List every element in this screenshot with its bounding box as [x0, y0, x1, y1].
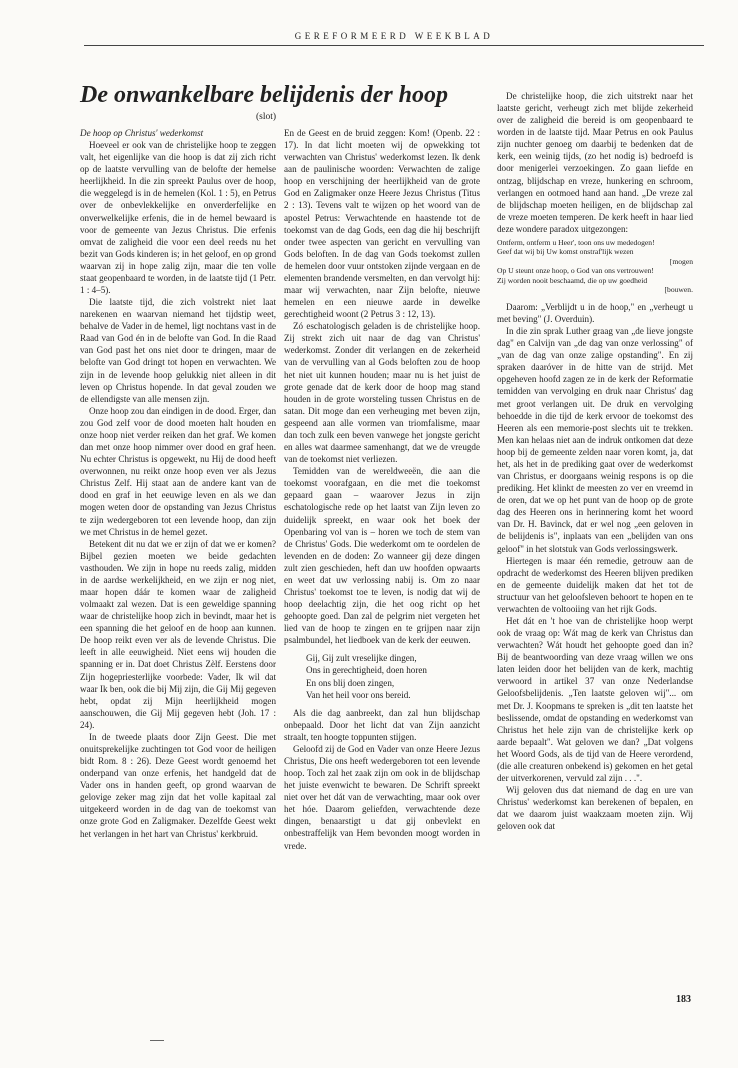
paragraph: Onze hoop zou dan eindigen in de dood. Erger, dan zou God zelf voor de dood moeten halt houden en onze hoop niet verder reiken dan het graf. We komen dan met onze hoop nimmer over dood en graf heen. Nu echter Christus is opgewekt, nu Hij de dood heeft overwonnen, nu reikt onze hoop even ver als Jezus Christus Zelf. Hij staat aan de andere kant van de dood en graf in het eeuwige leven en als we dan mogen weten door de opstanding van Jezus Christus te zijn wedergeboren tot een levende hoop, dan zijn we met Christus in de hemel gezet. [80, 405, 276, 537]
paragraph: Geloofd zij de God en Vader van onze Heere Jezus Christus, Die ons heeft wedergeboren tot een levende hoop. Toch zal het zaak zijn om ook in de blijdschap het juiste evenwicht te bewaren. De Schrift spreekt niet over het dát van de verwachting, maar ook over het hóe. Daarom geliefden, verwachtende deze dingen, benaarstigt u dat gij onbevlekt en onbestraffelijk van Hem bevonden moogt worden in vrede. [284, 743, 480, 851]
poem-line: Geef dat wij bij Uw komst onstraf'lijk wezen [497, 247, 634, 257]
paragraph: De christelijke hoop, die zich uitstrekt naar het laatste gericht, verheugt zich met blijde zekerheid over de zaligheid die bereid is om geopenbaard te worden in de laatste tijd. Maar Petrus en ook Paulus zijn nuchter genoeg om daarbij te bedenken dat de kerk, een weinig tijds, (zo het nodig is) bedroefd is door menigerlei verzoekingen. Zo gaan liefde en ontzag, blijdschap en vreze, hunkering en schroom, verlangen en ootmoed hand aan hand. „De vreze zal de blijdschap moeten heiligen, en de blijdschap zal de vreze moeten temperen. De kerk heeft in haar lied deze wondere paradox uitgezongen: [497, 91, 693, 234]
paragraph: Die laatste tijd, die zich volstrekt niet laat narekenen en waarvan niemand het tijdstip weet, behalve de Vader in de hemel, ligt nochtans vast in de Raad van God én in de belofte van God. In die Raad van God past het ons niet door te dringen, maar de belofte van God dringt tot hopen en verwachten. We zijn in de levende hoop gelukkig niet alleen in dit leven op Christus hopende. In dat geval zouden we de ellendigste van alle mensen zijn. [80, 297, 276, 404]
column-2 [284, 127, 480, 852]
poem-line: En ons blij doen zingen, [306, 677, 395, 688]
column-1 [80, 127, 276, 840]
paragraph: Het dát en 't hoe van de christelijke hoop werpt ook de vraag op: Wát mag de kerk van Christus dan verwachten? Wát houdt het gehoopte goed dan in? Bij de beantwoording van deze vraag willen we ons laten leiden door het belijden van de kerk, machtig verwoord in artikel 37 van onze Nederlandse Geloofsbelijdenis. „Ten laatste geloven wij"... om met Dr. J. Koopmans te spreken is „dit ten laatste het beslissende, omdat de opstanding en wederkomst van Christus het hele zijn van de christelijke kerk op aarde bepaalt". Wat geloven we dan? „Dat volgens het Woord Gods, als de tijd van de Heere verordend, (die alle creaturen onbekend is) gekomen en het getal der uitverkorenen, vervuld zal zijn . . .". [497, 615, 693, 783]
paragraph: In die zin sprak Luther graag van „de lieve jongste dag" en Calvijn van „de dag van onze verlossing" of „van de dag van onze zalige opstanding". En zij spraken daaróver in de hitte van de strijd. Met opgeheven hoofd zagen ze in de kerk der Reformatie temidden van vervolging en druk naar Christus' dag met groot verlangen uit. De druk en vervolging behoedde in die tijd de kerk ervoor de toekomst des Heeren als een memorie-post slechts uit te trekken. Men kan helaas niet aan de indruk ontkomen dat deze hoop bij de gemeente zelden naar voren komt, ja, dat het, als het in de prediking gaat over de wederkomst van Christus, er doorgaans weinig respons is op die prediking. Het klinkt de meesten zo ver en vreemd in de oren, dat we op het punt van de hoop op de grote dag des Heeren ons in herinnering komt het woord van Dr. H. Bavinck, dat er wel nog „een geloven in de belijdenis is", inplaats van een „belijden van ons geloof" in het slotstuk van Gods verlossingswerk. [497, 326, 693, 554]
paragraph: Daarom: „Verblijdt u in de hoop," en „verheugt u met beving" (J. Overduin). [497, 301, 693, 325]
poem-line: [bouwen. [664, 285, 693, 295]
paragraph: Temidden van de wereldweeën, die aan die toekomst voorafgaan, en die met die toekomst gepaard gaan – waarover Jezus in zijn eschatologische rede op het laatst van Zijn leven zo duidelijk spreekt, en waar ook het boek der Openbaring vol van is – horen we toch de stem van de Christus' Gods. Die wederkomt om te oordelen de levenden en de doden: Zo wanneer gij deze dingen zult zien geschieden, heft dan uw hoofden opwaarts en weet dat uw verlossing nabij is. Om zo naar Christus' toekomst toe te leven, is nodig dat wij de hoop deelachtig zijn, die het oog richt op het gehoopte goed. Dan zal de pelgrim niet vergeten het lied van de hoop te zingen en te grijpen naar zijn psalmbundel, het liedboek van de kerk der eeuwen. [284, 466, 480, 646]
paragraph: Betekent dit nu dat we er zijn of dat we er komen? Bijbel gezien moeten we beide gedachten vasthouden. We zijn in hope nu reeds zalig, midden in de aardse werkelijkheid, en we zijn er nog niet, maar hopen dáár te komen waar de zaligheid volmaakt zal wezen. Dat is een geweldige spanning waar de christelijke hoop zich in bevindt, maar het is een spanning die het geloof en de hoop aan kunnen. De hoop reikt even ver als de levende Christus. Die leeft in alle eeuwigheid. Niet eens wij houden die spanning er in. Dat doet Christus Zèlf. Eerstens door Zijn hogepriesterlijke voorbede: Vader, Ik wil dat waar Ik ben, ook die bij Mij zijn, die Gij Mij gegeven hebt, opdat zij Mijn heerlijkheid mogen aanschouwen, die Gij Mij gegeven hebt (Joh. 17 : 24). [80, 538, 276, 730]
running-header: GEREFORMEERD WEEKBLAD [84, 31, 704, 46]
paragraph: Hoeveel er ook van de christelijke hoop te zeggen valt, het eigenlijke van die hoop is dat zij zich richt op de laatste vervulling van de belofte der hemelse heerlijkheid. In die zin spreekt Paulus over de hoop, die weggelegd is in de hemelen (Kol. 1 : 5), en Petrus over de onbevlekkelijke en onverderfelijke en onverwelkelijke erfenis, die in de hemel bewaard is voor de gemeente van Jezus Christus. Die erfenis omvat de zaligheid die voor een deel reeds nu het bezit van Gods kinderen is; in het geloof, en op grond waarvan zij in hope zalig zijn, maar die ten volle staat geopenbaard te worden, in de laatste tijd (1 Petr. 1 : 4–5). [80, 140, 276, 296]
poem-line: Zij worden nooit beschaamd, die op uw goedheid [497, 275, 648, 285]
article-part: (slot) [256, 112, 277, 122]
column-3 [497, 90, 693, 832]
poem-line: [mogen [669, 256, 693, 266]
paragraph: Hiertegen is maar één remedie, getrouw aan de opdracht de wederkomst des Heeren blijven prediken en de gemeente duidelijk maken dat het tot de structuur van het geloofsleven behoort te hopen en te verwachten de voltooiing van het rijk Gods. [497, 555, 693, 614]
article-title: De onwankelbare belijdenis der hoop [80, 82, 449, 108]
poem-line: Ontferm, ontferm u Heer', toon ons uw mededogen! [497, 237, 655, 247]
hymn-quote [497, 238, 693, 295]
poem-line: Gij, Gij zult vreselijke dingen, [306, 653, 417, 664]
poem-line: Van het heil voor ons bereid. [306, 689, 411, 700]
page-number: 183 [676, 994, 691, 1005]
poem-line: Op U steunt onze hoop, o God van ons vertrouwen! [497, 266, 654, 276]
section-subtitle: De hoop op Christus' wederkomst [80, 128, 204, 138]
paragraph: In de tweede plaats door Zijn Geest. Die met onuitsprekelijke zuchtingen tot God voor de heiligen bidt Rom. 8 : 26). Deze Geest wordt genoemd het onderpand van onze erfenis, het handgeld dat de Vader ons in handen geeft, op grond waarvan de gelovige zeker mag zijn dat het volle kapitaal zal uitgekeerd worden in de dag van de toekomst van onze grote God en Zaligmaker. Dezelfde Geest wekt het verlangen in het hart van Christus' kerkbruid. [80, 731, 276, 839]
poem-line: Ons in gerechtigheid, doen horen [306, 665, 427, 676]
psalm-quote [306, 652, 480, 700]
paragraph: Wij geloven dus dat niemand de dag en ure van Christus' wederkomst kan berekenen of bepalen, en dat we daarom juist waakzaam moeten zijn. Wij geloven ook dat [497, 785, 693, 832]
paragraph: En de Geest en de bruid zeggen: Kom! (Openb. 22 : 17). In dat licht moeten wij de opwekking tot verwachten van Christus' wederkomst lezen. Ik denk aan de paulinische woorden: Verwachten de zalige hoop en verschijning der heerlijkheid van de grote God en Zaligmaker onze Heere Jezus Christus (Titus 2 : 13). Tevens valt te wijzen op het woord van de apostel Petrus: Verwachtende en haastende tot de toekomst van de dag Gods, een dag die hij beschrijft onder twee aspecten van gericht en vervulling van Gods beloften. In de dag van Gods toekomst zullen de hemelen door vuur ontstoken zijnde vergaan en de elementen brandende versmelten, en dan vervolgt hij: maar wij verwachten, naar Zijn belofte, nieuwe hemelen en een nieuwe aarde in dewelke gerechtigheid woont (2 Petrus 3 : 12, 13). [284, 128, 480, 320]
paragraph: Als die dag aanbreekt, dan zal hun blijdschap onbepaald. Door het licht dat van Zijn aanzicht straalt, ten hoogte toppunten stijgen. [284, 707, 480, 742]
scan-mark [150, 1040, 164, 1041]
paragraph: Zó eschatologisch geladen is de christelijke hoop. Zij strekt zich uit naar de dag van Christus' wederkomst. Zonder dit verlangen en de zekerheid van de vervulling van al Gods beloften zou de hoop het niet uit kunnen houden; maar nu is het juist de grote genade dat de kerk door de hoop mag stand houden in de grote worsteling tussen Christus en de satan. Dit moge dan een verheuging met beven zijn, gespeend aan alle vormen van triomfalisme, maar dan toch zulk een beven vanwege het jongste gericht en alles wat daarmee samenhangt, dat we de vreugde van de toekomst niet verliezen. [284, 321, 480, 465]
